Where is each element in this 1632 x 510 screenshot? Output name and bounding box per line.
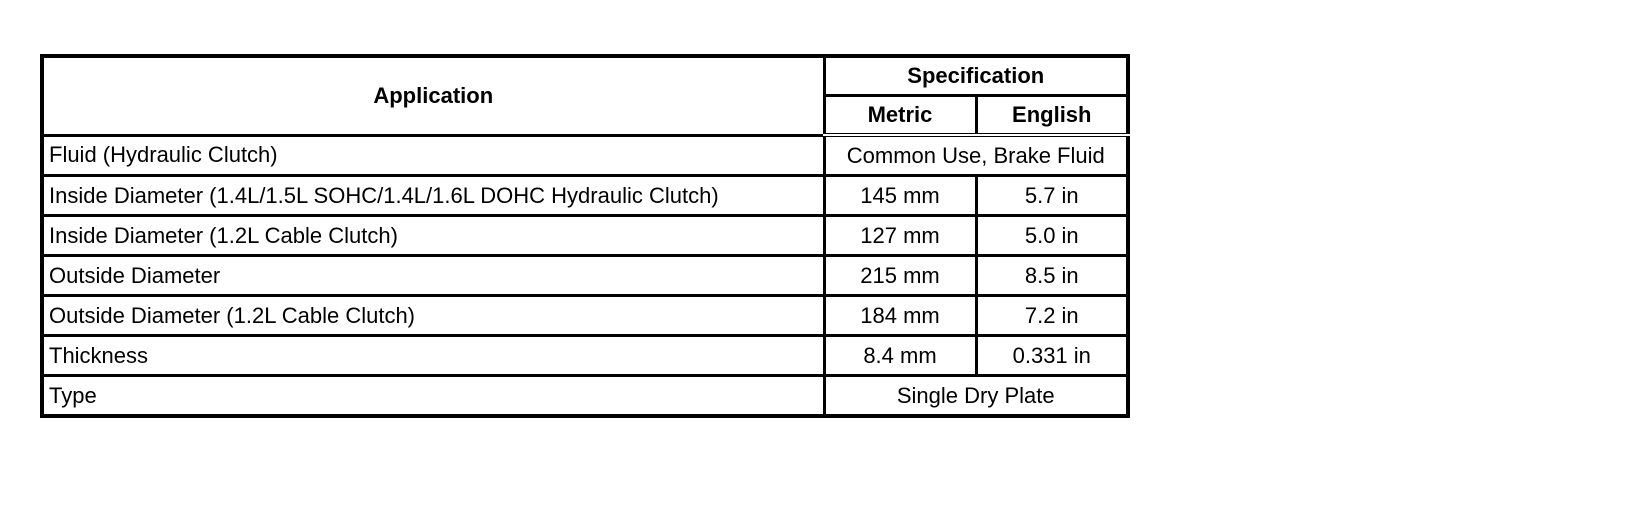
application-cell: Thickness: [42, 336, 824, 376]
table-row: [42, 135, 1128, 176]
application-cell: Inside Diameter (1.2L Cable Clutch): [42, 216, 824, 256]
english-cell: 7.2 in: [976, 296, 1128, 336]
application-cell: Fluid (Hydraulic Clutch): [42, 135, 824, 176]
metric-cell: 184 mm: [824, 296, 976, 336]
merged-spec-cell: Common Use, Brake Fluid: [824, 135, 1128, 176]
english-cell: 5.7 in: [976, 176, 1128, 216]
table-row: [42, 216, 1128, 256]
metric-cell: 8.4 mm: [824, 336, 976, 376]
application-cell: Inside Diameter (1.4L/1.5L SOHC/1.4L/1.6L DOHC Hydraulic Clutch): [42, 176, 824, 216]
table-header: [42, 56, 1128, 135]
english-cell: 8.5 in: [976, 256, 1128, 296]
header-specification: Specification: [824, 56, 1128, 96]
header-application: Application: [42, 56, 824, 135]
specification-table: [40, 54, 1130, 418]
table-row: [42, 376, 1128, 417]
application-cell: Outside Diameter: [42, 256, 824, 296]
table-row: [42, 336, 1128, 376]
table-row: [42, 256, 1128, 296]
header-english: English: [976, 96, 1128, 136]
metric-cell: 127 mm: [824, 216, 976, 256]
table-row: [42, 176, 1128, 216]
application-cell: Outside Diameter (1.2L Cable Clutch): [42, 296, 824, 336]
header-metric: Metric: [824, 96, 976, 136]
application-cell: Type: [42, 376, 824, 417]
english-cell: 0.331 in: [976, 336, 1128, 376]
header-row: [42, 56, 1128, 96]
table-row: [42, 296, 1128, 336]
english-cell: 5.0 in: [976, 216, 1128, 256]
metric-cell: 215 mm: [824, 256, 976, 296]
merged-spec-cell: Single Dry Plate: [824, 376, 1128, 417]
metric-cell: 145 mm: [824, 176, 976, 216]
